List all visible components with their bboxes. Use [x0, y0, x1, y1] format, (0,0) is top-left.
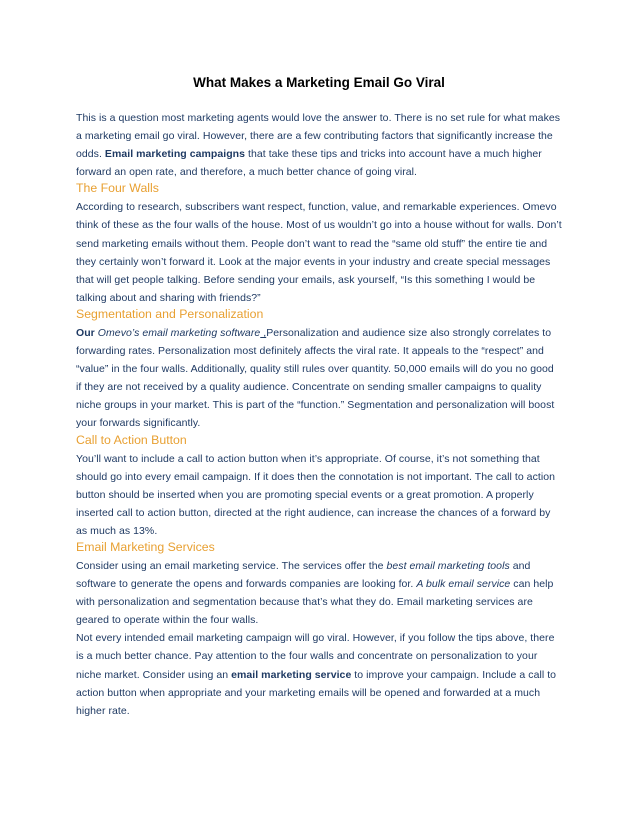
email-marketing-service-link[interactable]: email marketing service [231, 668, 352, 681]
call-to-action-paragraph: You’ll want to include a call to action button when it’s appropriate. Of course, it’s not something that should go into every email campaign. If it does then the connotation is not important. The call to action button should be inserted when you are promoting special events or a great promotion. A properly inserted call to action button, directed at the right audience, can increase the chances of a forward by as much as 13%. [76, 452, 555, 537]
services-text-2c: to improve your campaign. Include a call to action button when appropriate and your marketing emails will be opened and forwarded at a much higher rate. [76, 668, 557, 717]
bulk-email-service-link[interactable]: A bulk email service [416, 578, 511, 591]
heading-call-to-action: Call to Action Button [76, 432, 187, 447]
heading-email-marketing-services: Email Marketing Services [76, 539, 215, 554]
segmentation-text-our: Our [76, 326, 95, 339]
heading-four-walls: The Four Walls [76, 181, 159, 196]
services-text-1c: and software to generate the opens and forwards companies are looking for. [76, 559, 531, 591]
services-text-1e: can help with personalization and segmentation because that’s what they do. Email marketing services are geared to operate within the four walls. [76, 578, 554, 627]
segmentation-comma: , [260, 326, 267, 339]
heading-segmentation: Segmentation and Personalization [76, 306, 264, 321]
document-body [76, 74, 562, 720]
segmentation-text-body: Personalization and audience size also strongly correlates to forwarding rates. Personalization most definitely affects the viral rate. It appeals to the “respect” and “value” in the four walls. Additionally, quality still rules over quantity. 50,000 emails will do you no good if they are not received by a quality audience. Concentrate on sending smaller campaigns to quality niche groups in your market. This is part of the “function.” Segmentation and personalization will boost your forwards significantly. [76, 326, 555, 430]
intro-paragraph [76, 109, 562, 181]
intro-text-3: that take these tips and tricks into account have a much higher forward an open rate, and therefore, a much better chance of going viral. [76, 148, 542, 179]
intro-text-1: This is a question most marketing agents would love the answer to. There is no set rule for what makes a marketing email go viral. However, there are a few contributing factors that significantly increase the odds. [76, 112, 561, 161]
email-marketing-campaigns-link[interactable]: Email marketing campaigns [104, 148, 246, 161]
services-text-2a: Not every intended email marketing campaign will go viral. However, if you follow the tips above, there is a much better chance. Pay attention to the four walls and concentrate on personalization to your niche market. Consider using an [76, 632, 555, 681]
best-email-marketing-tools-link[interactable]: best email marketing tools [386, 559, 510, 572]
document-title: What Makes a Marketing Email Go Viral [193, 75, 445, 90]
four-walls-paragraph: According to research, subscribers want respect, function, value, and remarkable experiences. Omevo think of these as the four walls of the house. Most of us wouldn’t go into a house without for walls. Don’t send marketing emails without them. People don’t want to read the “same old stuff” the entire tie and they certainly won’t forward it. Look at the major events in your industry and create special messages that will get people talking. Before sending your emails, ask yourself, “Is this something I would be talking about and sharing with friends?” [76, 201, 562, 304]
omevo-software-link[interactable]: Omevo’s email marketing software [94, 326, 261, 339]
services-paragraph-1 [76, 557, 562, 629]
services-paragraph-2 [76, 629, 562, 719]
services-text-1a: Consider using an email marketing service. The services offer the [76, 559, 387, 572]
segmentation-paragraph [76, 324, 562, 433]
